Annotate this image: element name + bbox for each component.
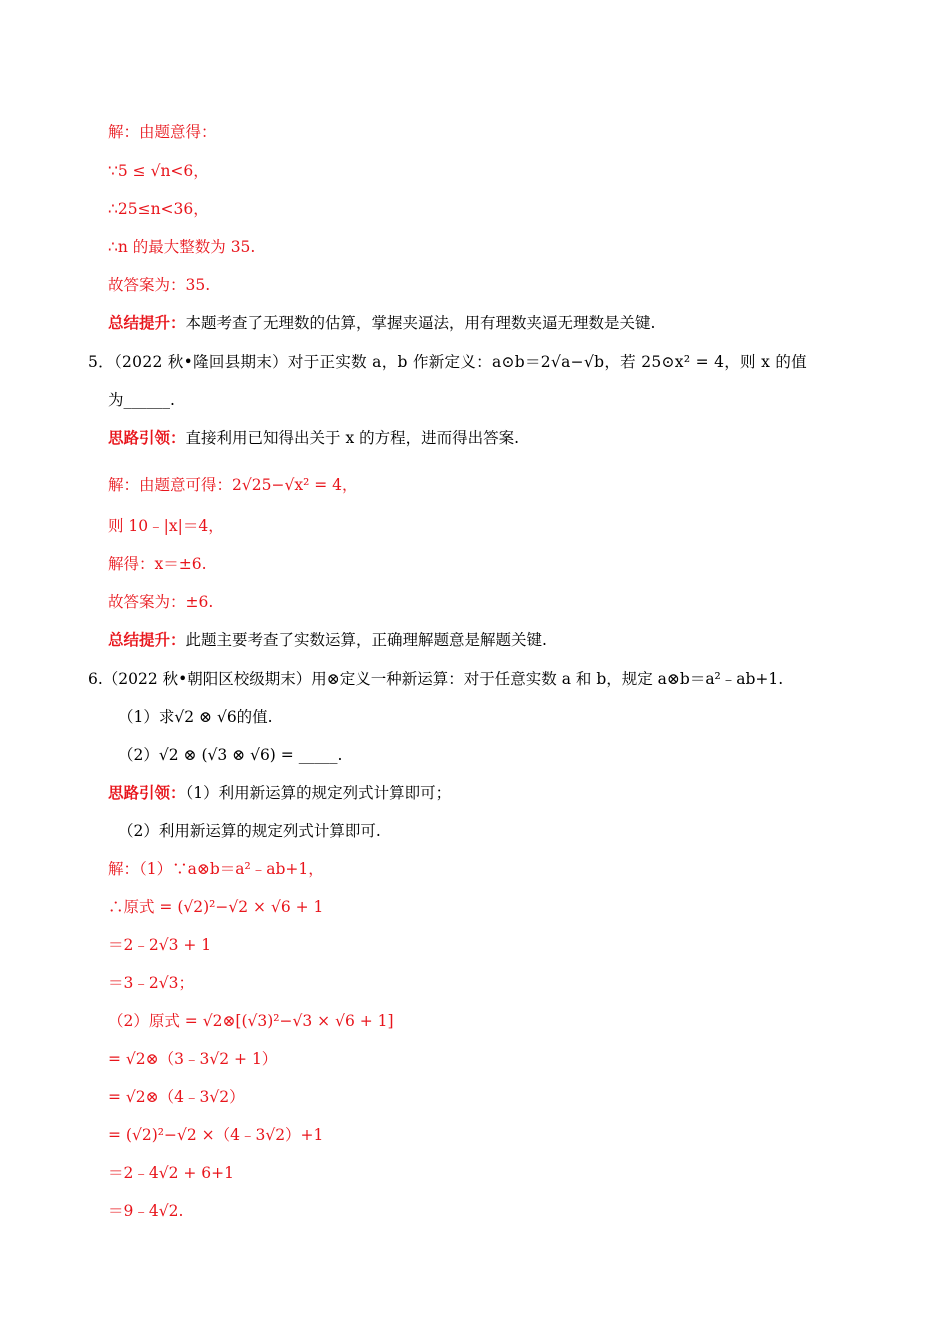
summary-line (108, 629, 547, 651)
solution-line: 解：由题意可得：2√25−√x² = 4， (108, 476, 358, 494)
solution-line: = (√2)²−√2 ×（4﹣3√2）+1 (108, 1126, 324, 1144)
hint-text-cont: （2）利用新运算的规定列式计算即可. (118, 822, 381, 840)
solution-line: = √2⊗（4﹣3√2） (108, 1088, 245, 1106)
answer-line: 故答案为：±6. (108, 593, 214, 611)
solution-line: （2）原式 = √2⊗[(√3)²−√3 × √6 + 1] (108, 1012, 394, 1030)
question-6-part-2: （2）√2 ⊗ (√3 ⊗ √6) = _____. (118, 746, 343, 764)
solution-line: ∵5 ≤ √n<6， (108, 162, 209, 180)
solution-line: 解：由题意得： (108, 123, 217, 141)
question-6-text: 6.（2022 秋•朝阳区校级期末）用⊗定义一种新运算：对于任意实数 a 和 b，规定 a⊗b＝a²﹣ab+1. (88, 670, 784, 688)
solution-line: = √2⊗（3﹣3√2 + 1） (108, 1050, 278, 1068)
hint-line (108, 782, 451, 804)
hint-label: 思路引领： (108, 428, 186, 447)
solution-line: 则 10﹣|x|＝4， (108, 517, 224, 535)
question-5-text-cont: 为______. (108, 391, 175, 409)
question-5-text: 5．（2022 秋•隆回县期末）对于正实数 a，b 作新定义：a⊙b＝2√a−√b，若 25⊙x² = 4，则 x 的值 (88, 353, 807, 371)
solution-line: ∴n 的最大整数为 35. (108, 238, 256, 256)
hint-text: （1）利用新运算的规定列式计算即可； (185, 784, 452, 802)
solution-line: 解：（1）∵a⊗b＝a²﹣ab+1， (108, 860, 324, 878)
summary-label: 总结提升： (108, 313, 186, 332)
answer-line: ＝9﹣4√2. (108, 1202, 184, 1220)
hint-label: 思路引领： (108, 783, 186, 802)
solution-line: ＝2﹣2√3 + 1 (108, 936, 212, 954)
solution-line: ∴原式 = (√2)²−√2 × √6 + 1 (108, 898, 324, 916)
summary-text: 此题主要考查了实数运算，正确理解题意是解题关键. (185, 631, 547, 649)
answer-line: 故答案为：35. (108, 276, 211, 294)
summary-text: 本题考查了无理数的估算，掌握夹逼法，用有理数夹逼无理数是关键. (185, 314, 656, 332)
solution-line: ＝3﹣2√3； (108, 974, 194, 992)
question-6-part-1: （1）求√2 ⊗ √6的值. (118, 708, 273, 726)
solution-line: 解得：x＝±6. (108, 555, 207, 573)
hint-text: 直接利用已知得出关于 x 的方程，进而得出答案. (185, 429, 520, 447)
hint-line (108, 427, 519, 449)
solution-line: ＝2﹣4√2 + 6+1 (108, 1164, 235, 1182)
solution-line: ∴25≤n<36， (108, 200, 209, 218)
summary-label: 总结提升： (108, 630, 186, 649)
summary-line (108, 312, 655, 334)
